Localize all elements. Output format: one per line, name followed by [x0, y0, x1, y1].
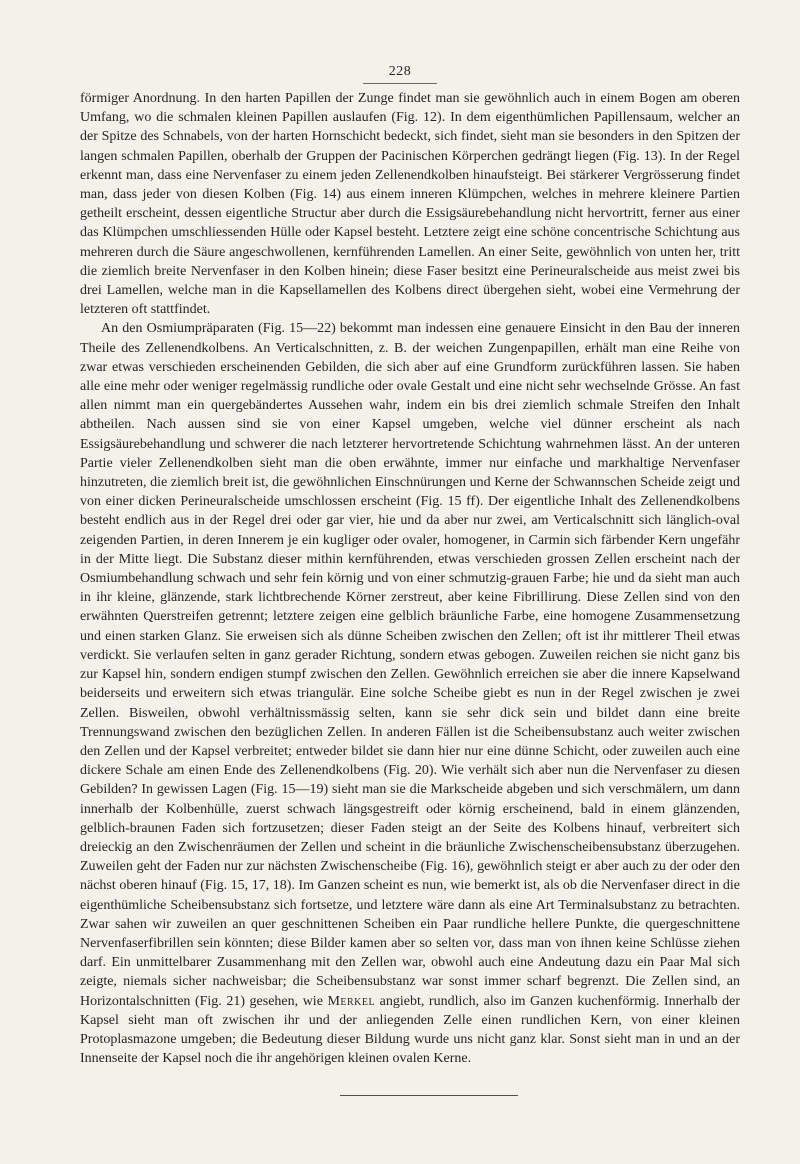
paragraph-2-text-before: An den Osmiumpräparaten (Fig. 15—22) bekommt man indessen eine genauere Einsicht in den Bau der inneren Theile des Zellenendkolbens. An Verticalschnitten, z. B. der weichen Zungenpapillen, erhält man eine Reihe von zwar etwas verschieden erscheinenden Gebilden, die sich aber auf eine Grundform zurückführen lassen. Sie haben alle eine mehr oder weniger regelmässig rundliche oder ovale Gestalt und eine nicht sehr wechselnde Grösse. An fast allen nimmt man ein quergebändertes Aussehen wahr, indem ein bis drei ziemlich schmale Streifen den Inhalt abtheilen. Nach aussen sind sie von einer Kapsel umgeben, welche viel dünner erscheint als nach Essigsäurebehandlung und schwerer die nach letzterer hervortretende Schichtung wahrnehmen lässt. An der unteren Partie vieler Zellenendkolben sieht man die oben erwähnte, immer nur einfache und markhaltige Nervenfaser hinzutreten, die ziemlich breit ist, die gewöhnlichen Einschnürungen und Kerne der Schwannschen Scheide zeigt und von einer dicken Perineuralscheide umschlossen erscheint (Fig. 15 ff). Der eigentliche Inhalt des Zellenendkolbens besteht endlich aus in der Regel drei oder gar vier, hie und da aber nur zwei, am Verticalschnitt sich länglich-oval zeigenden Partien, in deren Innerem je ein kugliger oder ovaler, homogener, in Carmin sich färbender Kern ungefähr in der Mitte liegt. Die Substanz dieser mithin kernführenden, etwas verschieden grossen Zellen erscheint nach der Osmiumbehandlung schwach und sehr fein körnig und von einer schmutzig-grauen Farbe; hie und da sieht man auch in ihr kleine, glänzende, stark lichtbrechende Körner zerstreut, aber keine Fibrillirung. Diese Zellen sind von den erwähnten Querstreifen getrennt; letztere zeigen eine gelblich bräunliche Farbe, eine homogene Zusammensetzung und einen starken Glanz. Sie erweisen sich als dünne Scheiben zwischen den Zellen; oft ist ihr mittlerer Theil etwas verdickt. Sie verlaufen selten in ganz gerader Richtung, sondern etwas gebogen. Zuweilen reichen sie nicht ganz bis zur Kapsel hin, sondern endigen stumpf zwischen den Zellen. Gewöhnlich erreichen sie aber die innere Kapselwand beiderseits und erweitern sich etwas triangulär. Eine solche Scheibe giebt es nun in der Regel zwischen je zwei Zellen. Bisweilen, obwohl verhältnissmässig selten, kann sie sehr dick sein und bildet dann eine breite Trennungswand zwischen den bezüglichen Zellen. In anderen Fällen ist die Scheibensubstanz auch weiter zwischen den Zellen und der Kapsel verbreitet; entweder bildet sie dann hier nur eine dünne Schicht, oder zuweilen auch eine dickere Schale am einen Ende des Zellenendkolbens (Fig. 20). Wie verhält sich aber nun die Nervenfaser zu diesen Gebilden? In gewissen Lagen (Fig. 15—19) sieht man sie die Markscheide abgeben und sich verschmälern, um dann innerhalb der Kolbenhülle, zuerst schwach längsgestreift oder körnig erscheinend, bald in einem glänzenden, gelblich-braunen Faden sich fortzusetzen; dieser Faden steigt an der Seite des Kolbens hinauf, verbreitert sich dreieckig an den Zwischenräumen der Zellen und scheint in die bräunliche Zwischenscheibensubstanz überzugehen. Zuweilen geht der Faden nur zur nächsten Zwischenscheibe (Fig. 16), gewöhnlich steigt er aber auch zu der oder den nächst oberen hinauf (Fig. 15, 17, 18). Im Ganzen scheint es nun, wie bemerkt ist, als ob die Nervenfaser direct in die eigenthümliche Scheibensubstanz sich fortsetze, und letztere wäre dann als eine Art Terminalsubstanz zu betrachten. Zwar sahen wir zuweilen an quer geschnittenen Scheiben ein Paar rundliche hellere Punkte, die quergeschnittene Nervenfaserfibrillen sein könnten; diese Bilder kamen aber so selten vor, dass man von ihnen keine Schlüsse ziehen darf. Ein unmittelbarer Zusammenhang mit den Zellen war, obwohl auch eine Andeutung dazu ein Paar Mal sich zeigte, niemals sicher nachweisbar; die Scheibensubstanz war sonst immer scharf begrenzt. Die Zellen sind, an Horizontalschnitten (Fig. 21) gesehen, wie [80, 321, 740, 1009]
page-number: 228 [388, 64, 412, 79]
body-text [80, 89, 740, 1068]
page-number-rule [363, 83, 437, 84]
end-rule [340, 1095, 518, 1096]
paragraph-1: förmiger Anordnung. In den harten Papillen der Zunge findet man sie gewöhnlich auch in einem Bogen am oberen Umfang, wo die schmalen kleinen Papillen auslaufen (Fig. 12). In dem eigenthümlichen Papillensaum, welcher an der Spitze des Schnabels, von der harten Hornschicht bedeckt, sich findet, sieht man sie besonders in den Spitzen der langen schmalen Papillen, oberhalb der Gruppen der Pacinischen Körperchen gedrängt liegen (Fig. 13). In der Regel erkennt man, dass eine Nervenfaser zu einem jeden Zellenendkolben hinaufsteigt. Bei stärkerer Vergrösserung findet man, dass jeder von diesen Kolben (Fig. 14) aus einem inneren Klümpchen, welches in mehrere kleinere Partien getheilt erscheint, dessen eigentliche Structur aber durch die Essigsäurebehandlung nicht hervortritt, ferner aus einer das Klümpchen umschliessenden Hülle oder Kapsel besteht. Letztere zeigt eine schöne concentrische Schichtung aus mehreren durch die Säure angeschwollenen, kernführenden Lamellen. An einer Seite, gewöhnlich von unten her, tritt die ziemlich breite Nervenfaser in den Kolben hinein; diese Faser besitzt eine Perineuralscheide aus meist zwei bis drei Lamellen, welche man in die Kapsellamellen des Kolbens direct übergehen sieht, wobei eine Vermehrung der letzteren oft stattfindet. [80, 91, 740, 318]
author-name: Merkel [327, 993, 376, 1009]
paragraph-2 [80, 319, 740, 1068]
paragraph-2-text-after: angiebt, rundlich, also im Ganzen kuchenförmig. Innerhalb der Kapsel sieht man oft zwischen ihr und der anliegenden Zelle einen rundlichen Kern, von einer kleinen Protoplasmazone umgeben; die Bedeutung dieser Bildung wurde uns nicht ganz klar. Sonst sieht man in und an der Innenseite der Kapsel noch die ihr angehörigen kleinen ovalen Kerne. [80, 993, 740, 1067]
